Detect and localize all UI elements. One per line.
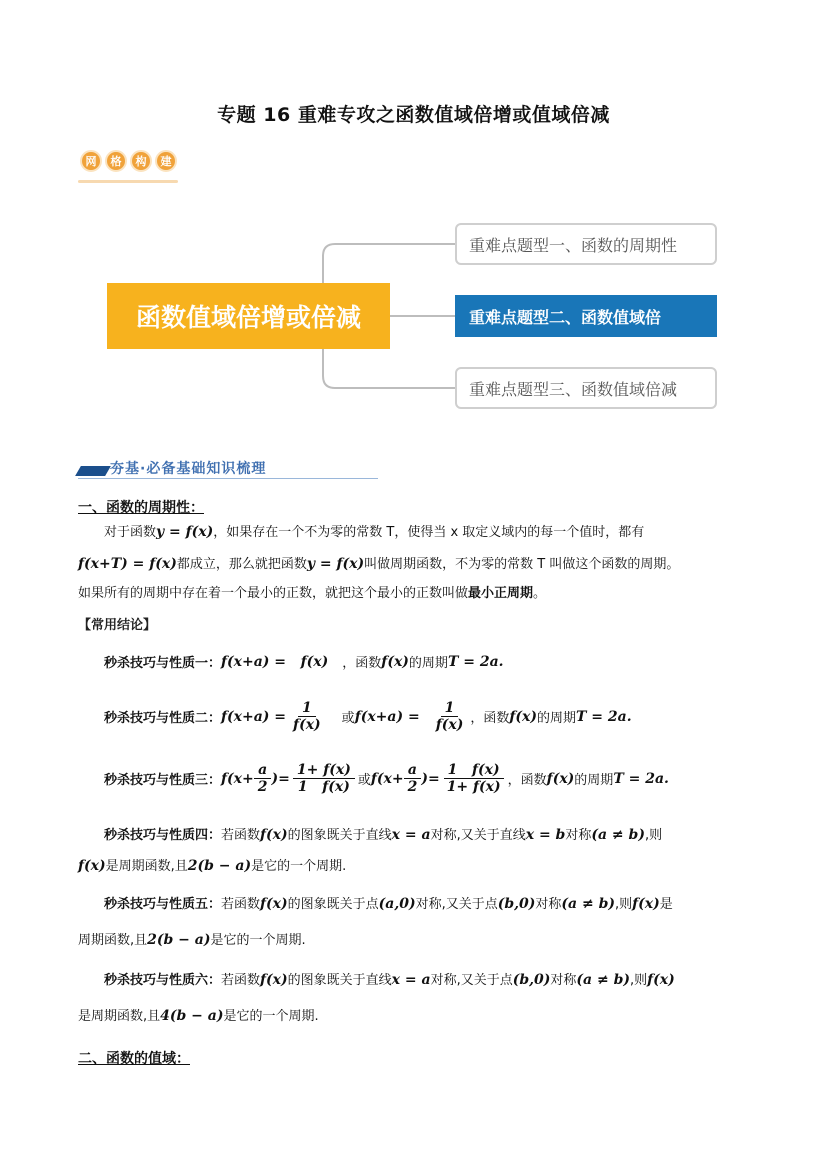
math: T = 2a. [613, 770, 669, 787]
page-title: 专题 16 重难专攻之函数值域倍增或值域倍减 [217, 104, 610, 126]
math: f(x+ [221, 770, 254, 787]
math: (a ≠ b) [561, 896, 616, 912]
numerator: 1 f(x) [444, 762, 504, 779]
denominator: 1+ f(x) [446, 779, 501, 795]
math: (a ≠ b) [591, 827, 645, 843]
numerator: 1 [298, 700, 316, 717]
math: f(x+ [370, 770, 404, 787]
section-bar-decoration [75, 466, 111, 476]
math: 2(b − a) [187, 858, 252, 874]
fraction [432, 700, 468, 733]
text: ，函数 [342, 656, 382, 671]
text: ，函数 [470, 711, 510, 726]
text: 的图象既关于直线 [287, 828, 392, 843]
fraction [443, 762, 505, 795]
math: f(x) [647, 972, 675, 988]
text: 是它的一个周期. [251, 859, 347, 874]
text: 周期函数,且 [78, 933, 148, 948]
math: f(x) [632, 896, 660, 912]
denominator: 2 [407, 779, 418, 795]
text: 的周期 [536, 711, 576, 726]
text: 是它的一个周期. [223, 1009, 319, 1024]
property-6-cont [78, 1006, 758, 1027]
math: )= [271, 770, 290, 787]
math: f(x) [78, 858, 106, 874]
text: 若函数 [221, 973, 261, 988]
math: f(x+a) = f(x) [221, 653, 329, 670]
text: 的图象既关于直线 [287, 973, 392, 988]
text: ，函数 [507, 773, 547, 788]
text: 或 [341, 711, 355, 726]
property-label: 秒杀技巧与性质三： [104, 773, 222, 788]
paragraph-line-2 [78, 554, 758, 575]
heading-range: 二、函数的值域： [78, 1051, 190, 1067]
text: 对称,又关于直线 [430, 828, 526, 843]
property-4-cont [78, 856, 758, 877]
property-label: 秒杀技巧与性质一： [104, 656, 222, 671]
math: f(x) [546, 770, 575, 787]
text: 是它的一个周期. [210, 933, 306, 948]
property-label: 秒杀技巧与性质二： [104, 711, 222, 726]
badge-char: 格 [105, 150, 127, 172]
paragraph-line-3 [78, 584, 758, 604]
mindmap-node-3: 重难点题型三、函数值域倍减 [455, 367, 717, 409]
mindmap-node-2: 重难点题型二、函数值域倍 [455, 295, 717, 337]
common-conclusions-label: 【常用结论】 [78, 618, 157, 633]
math: f(x+a) = [221, 708, 287, 725]
math: f(x) [381, 653, 409, 670]
math: x = a [391, 972, 431, 988]
section-header [78, 458, 378, 480]
fraction [254, 762, 272, 795]
property-4 [78, 820, 758, 851]
math: (b,0) [512, 972, 551, 988]
math: x = b [525, 827, 566, 843]
math: (b,0) [497, 896, 536, 912]
property-label: 秒杀技巧与性质五： [104, 897, 222, 912]
numerator: a [254, 762, 271, 779]
math: )= [421, 770, 440, 787]
text: 如果所有的周期中存在着一个最小的正数，就把这个最小的正数叫做 [78, 586, 469, 601]
math: f(x+a) = [354, 708, 420, 725]
property-6 [78, 970, 758, 991]
text: 对称 [550, 973, 577, 988]
math: f(x) [260, 827, 288, 843]
numerator: 1+ f(x) [293, 762, 355, 779]
math: 4(b − a) [160, 1008, 224, 1024]
property-label: 秒杀技巧与性质六： [104, 973, 222, 988]
badge-char: 构 [130, 150, 152, 172]
mindmap-main-topic: 函数值域倍增或倍减 [107, 283, 390, 349]
fraction [293, 762, 355, 795]
section-divider [78, 478, 378, 479]
denominator: f(x) [293, 717, 321, 733]
text: 的图象既关于点 [287, 897, 379, 912]
math: T = 2a. [576, 708, 632, 725]
numerator: a [404, 762, 421, 779]
text: ,则 [629, 973, 648, 988]
text: 对称,又关于点 [415, 897, 498, 912]
text: ,则 [644, 828, 663, 843]
fraction [404, 762, 422, 795]
text: 都成立，那么就把函数 [176, 557, 307, 572]
property-1 [104, 652, 504, 671]
property-3 [104, 762, 669, 795]
text: 对称 [565, 828, 592, 843]
mindmap-node-1: 重难点题型一、函数的周期性 [455, 223, 717, 265]
math: f(x) [260, 972, 288, 988]
section-title: 夯基·必备基础知识梳理 [110, 461, 267, 477]
badge-char: 网 [80, 150, 102, 172]
math: f(x+T) = f(x) [78, 556, 177, 572]
math: f(x) [509, 708, 537, 725]
text: 是周期函数,且 [78, 1009, 161, 1024]
bold-term: 最小正周期 [468, 586, 534, 601]
text: 若函数 [221, 828, 261, 843]
text: 的周期 [574, 773, 614, 788]
text: 或 [357, 773, 371, 788]
text: 是周期函数,且 [105, 859, 188, 874]
math: 2(b − a) [147, 932, 211, 948]
paragraph-line-1 [78, 522, 758, 543]
denominator: 2 [257, 779, 268, 795]
math: x = a [391, 827, 431, 843]
numerator: 1 [441, 700, 459, 717]
text: 对于函数 [104, 525, 157, 540]
property-5 [78, 894, 758, 915]
denominator: 1 f(x) [297, 779, 350, 795]
heading-periodicity: 一、函数的周期性： [78, 500, 204, 516]
math: f(x) [260, 896, 288, 912]
text: 是 [659, 897, 673, 912]
text: 的周期 [408, 656, 448, 671]
text: 。 [533, 586, 547, 601]
denominator: f(x) [435, 717, 464, 733]
fraction [289, 700, 325, 733]
text: 对称,又关于点 [430, 973, 513, 988]
math: T = 2a. [447, 653, 504, 670]
math: y = f(x) [156, 524, 214, 540]
math: (a ≠ b) [576, 972, 630, 988]
mindmap-connectors [0, 0, 827, 420]
text: 对称 [535, 897, 562, 912]
math: (a,0) [378, 896, 416, 912]
property-5-cont [78, 930, 758, 951]
text: 叫做周期函数，不为零的常数 T 叫做这个函数的周期。 [364, 557, 680, 572]
property-2 [104, 700, 632, 733]
text: ，如果存在一个不为零的常数 T，使得当 x 取定义域内的每一个值时，都有 [213, 525, 645, 540]
badge-char: 建 [155, 150, 177, 172]
text: ,则 [615, 897, 633, 912]
property-label: 秒杀技巧与性质四： [104, 828, 222, 843]
math: y = f(x) [306, 556, 365, 572]
text: 若函数 [221, 897, 261, 912]
